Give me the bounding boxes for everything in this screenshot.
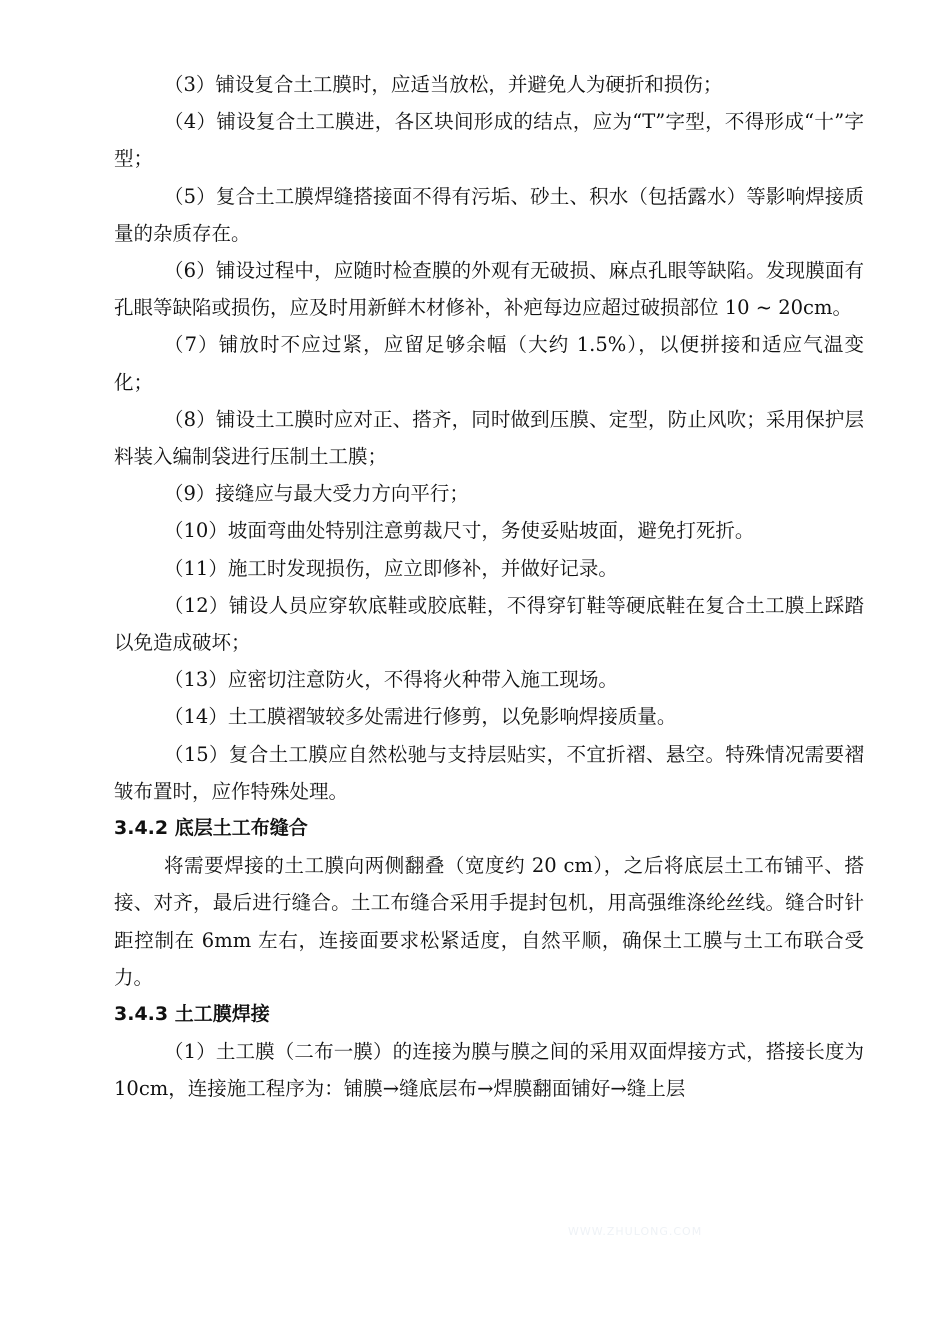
section-heading-3-4-2: 3.4.2 底层土工布缝合 <box>114 817 308 840</box>
list-item-3: （3）铺设复合土工膜时，应适当放松，并避免人为硬折和损伤； <box>164 73 723 96</box>
list-item-15: （15）复合土工膜应自然松驰与支持层贴实，不宜折褶、悬空。特殊情况需要褶皱布置时，应作特殊处理。 <box>114 742 864 803</box>
list-item-7: （7）铺放时不应过紧，应留足够余幅（大约 1.5%），以便拼接和适应气温变化； <box>114 333 864 394</box>
list-item-12: （12）铺设人员应穿软底鞋或胶底鞋，不得穿钉鞋等硬底鞋在复合土工膜上踩踏以免造成破坏； <box>114 593 864 655</box>
body-text <box>114 66 864 1108</box>
list-item-10: （10）坡面弯曲处特别注意剪裁尺寸，务使妥贴坡面，避免打死折。 <box>164 519 755 543</box>
list-item-6: （6）铺设过程中，应随时检查膜的外观有无破损、麻点孔眼等缺陷。发现膜面有孔眼等缺陷或损伤，应及时用新鲜木材修补，补疤每边应超过破损部位 10 ~ 20cm。 <box>114 259 864 320</box>
list-item-13: （13）应密切注意防火，不得将火种带入施工现场。 <box>164 668 618 692</box>
list-item-4: （4）铺设复合土工膜进，各区块间形成的结点，应为“T”字型，不得形成“十”字型； <box>114 110 864 171</box>
section-paragraph-3-4-2: 将需要焊接的土工膜向两侧翻叠（宽度约 20 cm），之后将底层土工布铺平、搭接、对齐，最后进行缝合。土工布缝合采用手提封包机，用高强维涤纶丝线。缝合时针距控制在 6mm 左右，连接面要求松紧适度，自然平顺，确保土工膜与土工布联合受力。 <box>114 854 864 989</box>
list-item-9: （9）接缝应与最大受力方向平行； <box>164 482 469 506</box>
list-item-8: （8）铺设土工膜时应对正、搭齐，同时做到压膜、定型，防止风吹；采用保护层料装入编制袋进行压制土工膜； <box>114 407 864 469</box>
watermark-text: WWW.ZHULONG.COM <box>568 1225 703 1238</box>
section-paragraph-3-4-3: （1）土工膜（二布一膜）的连接为膜与膜之间的采用双面焊接方式，搭接长度为 10cm，连接施工程序为：铺膜→缝底层布→焊膜翻面铺好→缝上层 <box>114 1040 864 1101</box>
list-item-11: （11）施工时发现损伤，应立即修补，并做好记录。 <box>164 556 618 580</box>
section-heading-3-4-3: 3.4.3 土工膜焊接 <box>114 1003 270 1026</box>
list-item-14: （14）土工膜褶皱较多处需进行修剪，以免影响焊接质量。 <box>164 705 677 729</box>
list-item-5: （5）复合土工膜焊缝搭接面不得有污垢、砂土、积水（包括露水）等影响焊接质量的杂质存在。 <box>114 184 864 245</box>
